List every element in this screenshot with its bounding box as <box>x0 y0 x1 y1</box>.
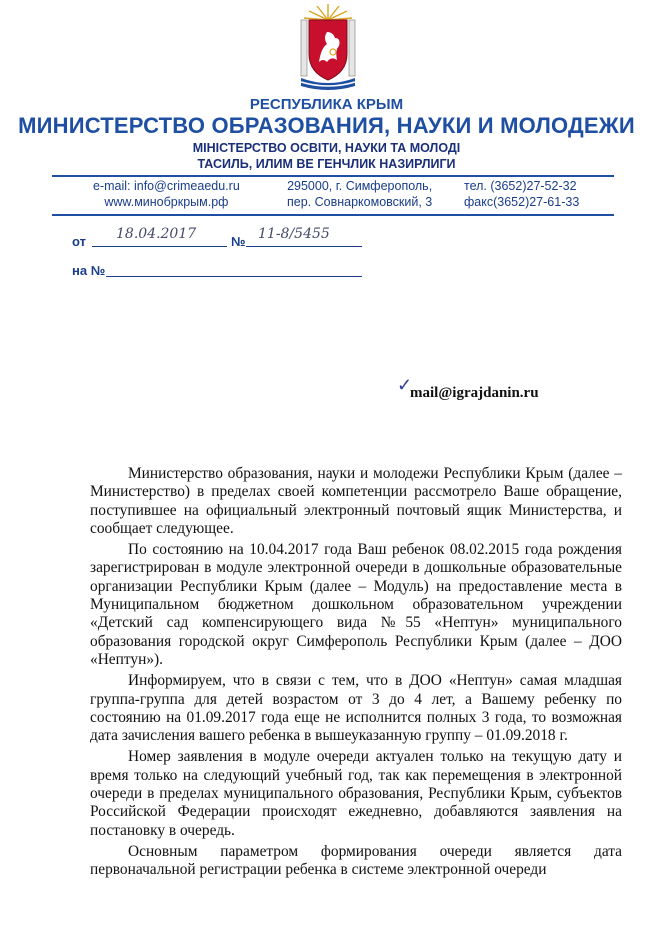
postal-address: 295000, г. Симферополь, <box>287 179 433 193</box>
header-divider-bottom <box>52 214 614 216</box>
ministry-title: МИНИСТЕРСТВО ОБРАЗОВАНИЯ, НАУКИ И МОЛОДЕЖИ <box>18 113 635 138</box>
paragraph-4: Номер заявления в модуле очереди актуален только на текущую дату и время только на следующий учебный год, так как перемещения в электронной очереди в пределах муниципального образования, Республики Крым, субъектов Российской Федерации происходят ежедневно, добавляются заявления на постановку в очередь. <box>90 748 622 839</box>
header-divider-top <box>52 175 614 177</box>
paragraph-2: По состоянию на 10.04.2017 года Ваш ребенок 08.02.2015 года рождения зарегистрирован в модуле электронной очереди в дошкольные образовательные организации Республики Крым (далее – Модуль) на предоставление места в Муниципальном бюджетном дошкольном образовательном учреждении «Детский сад компенсирующего вида №55 «Нептун» муниципального образования городской округ Симферополь Республики Крым (далее – ДОО «Нептун»). <box>90 541 622 668</box>
number-handwritten: 11-8/5455 <box>258 226 330 242</box>
date-underline <box>92 246 227 247</box>
reference-underline <box>106 276 362 277</box>
reference-label: на № <box>72 263 106 278</box>
contact-address <box>287 178 432 210</box>
number-underline <box>246 246 362 247</box>
date-label: от <box>72 234 86 249</box>
crimea-coat-of-arms-emblem <box>297 2 359 94</box>
email-text: e-mail: info@crimeaedu.ru <box>93 179 240 193</box>
ministry-title-ukrainian: МІНІСТЕРСТВО ОСВІТИ, НАУКИ ТА МОЛОДІ <box>192 141 461 155</box>
paragraph-5: Основным параметром формирования очереди является дата первоначальной регистрации ребенка в системе электронной очереди <box>90 842 622 879</box>
contact-phones <box>464 178 579 210</box>
checkmark-icon: ✓ <box>397 375 413 395</box>
letter-body <box>90 465 622 883</box>
number-label: № <box>231 234 246 249</box>
website-text: www.минобркрым.рф <box>104 195 229 209</box>
paragraph-1: Министерство образования, науки и молодежи Республики Крым (далее – Министерство) в пределах своей компетенции рассмотрело Ваше обращение, поступившее на официальный электронный почтовый ящик Министерства, и сообщает следующее. <box>90 465 622 537</box>
fax-text: факс(3652)27-61-33 <box>464 195 580 209</box>
ministry-title-crimean-tatar: ТАСИЛЬ, ИЛИМ ВЕ ГЕНЧЛИК НАЗИРЛИГИ <box>197 157 456 171</box>
contact-online <box>93 178 240 210</box>
republic-title: РЕСПУБЛИКА КРЫМ <box>249 96 404 113</box>
recipient-email: mail@igrajdanin.ru <box>410 385 539 401</box>
date-handwritten: 18.04.2017 <box>116 226 197 242</box>
paragraph-3: Информируем, что в связи с тем, что в ДОО «Нептун» самая младшая группа-группа для детей возрастом от 3 до 4 лет, а Вашему ребенку по состоянию на 01.09.2017 года еще не исполнится полных 3 года, то возможная дата зачисления вашего ребенка в вышеуказанную группу – 01.09.2018 г. <box>90 672 622 745</box>
phone-text: тел. (3652)27-52-32 <box>464 179 577 193</box>
street-address: пер. Совнаркомовский, 3 <box>287 195 433 209</box>
